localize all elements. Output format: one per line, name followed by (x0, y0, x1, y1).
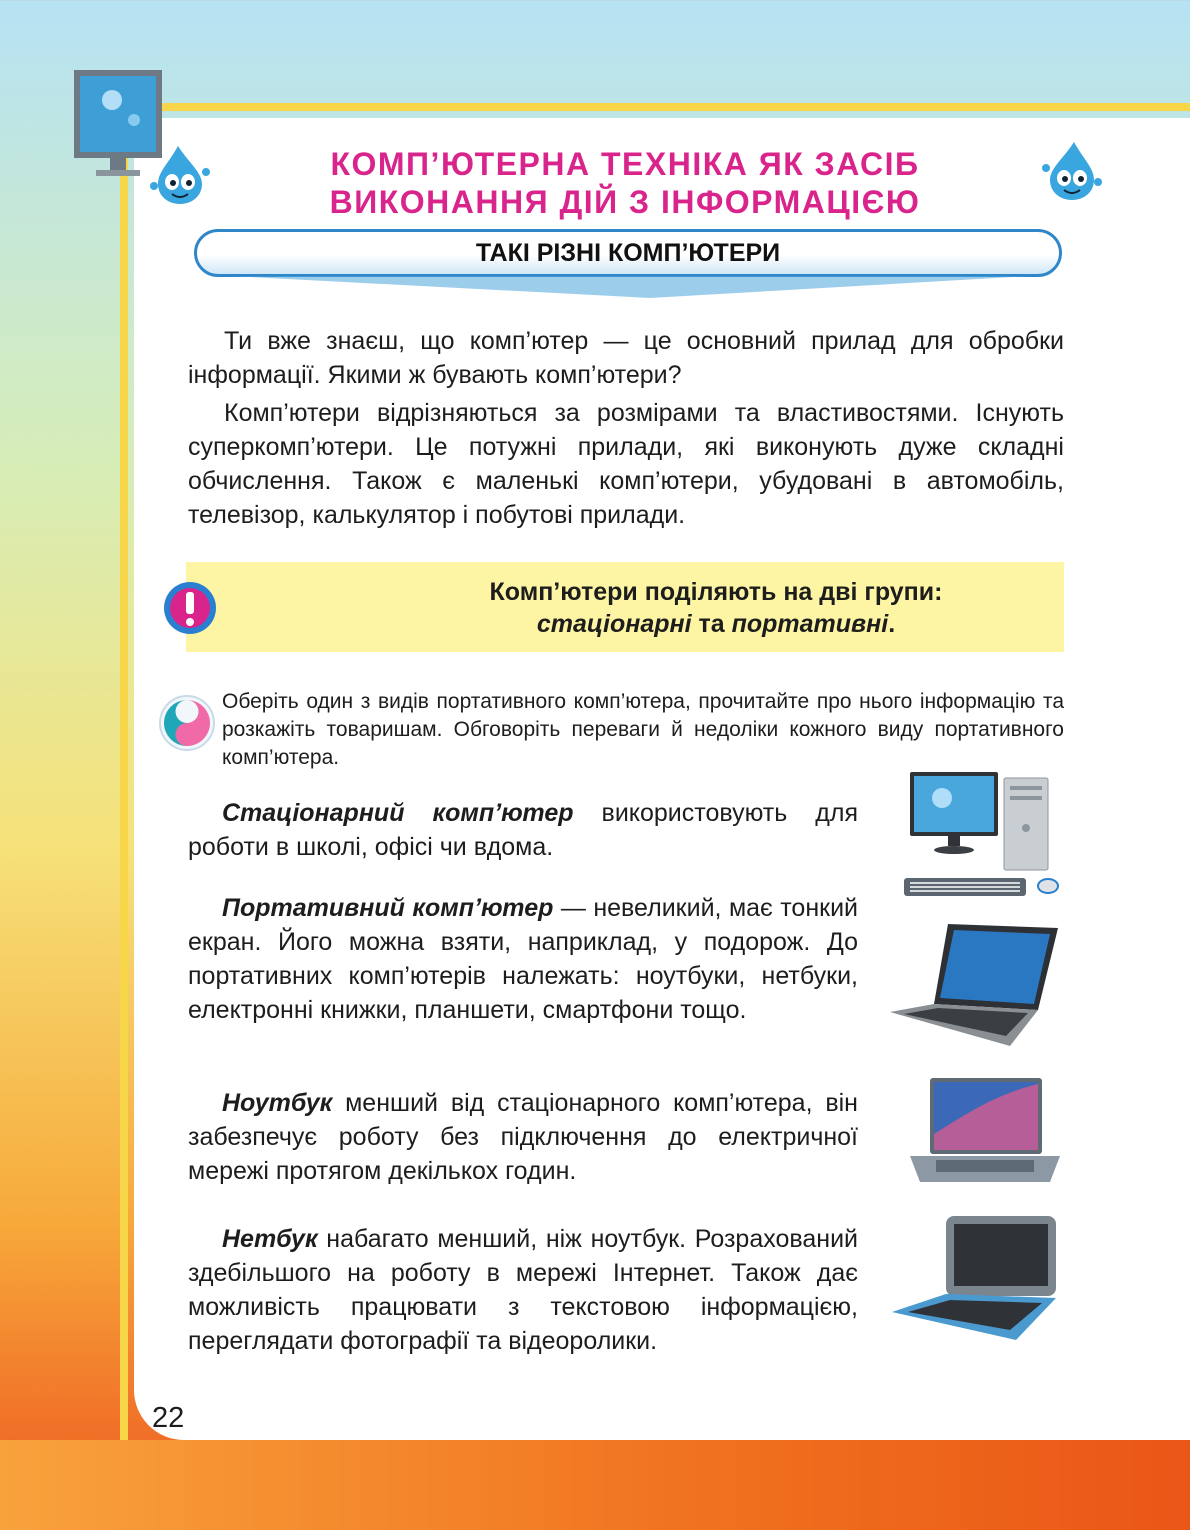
group-task-text: Оберіть один з видів портативного комп’ютера, прочитайте про нього інформацію та розкажіть товаришам. Обговоріть переваги й недоліки кожного виду портативного комп’ютера. (222, 690, 1064, 769)
page-footer-band (0, 1440, 1190, 1530)
page-title-line1: КОМП’ЮТЕРНА ТЕХНІКА ЯК ЗАСІБ (330, 146, 920, 182)
discussion-icon (158, 694, 216, 752)
page-number: 22 (152, 1402, 185, 1434)
netbook-text (188, 1222, 858, 1358)
key-fact-line2 (186, 610, 1190, 639)
netbook-desc: набагато менший, ніж ноутбук. Розрахований здебільшого на роботу в мережі Інтернет. Також дає можливість працювати з текстовою інформацією, переглядати фотографії та відеоролики. (188, 1225, 858, 1355)
intro-paragraph-1: Ти вже знаєш, що комп’ютер — це основний прилад для обробки інформації. Якими ж бувають комп’ютери? (188, 327, 1064, 389)
laptop-text (188, 1086, 858, 1188)
page-title-line2: ВИКОНАННЯ ДІЙ З ІНФОРМАЦІЄЮ (329, 184, 921, 220)
stationary-computer-text (188, 796, 858, 864)
key-fact-term-portable: портативні (731, 610, 889, 638)
page-title (0, 145, 1190, 221)
key-fact-joiner: та (691, 610, 732, 638)
ultrabook-image (906, 1074, 1064, 1190)
desktop-computer-image (902, 768, 1068, 906)
key-fact-line1: Комп’ютери поділяють на дві групи: (489, 578, 943, 606)
portable-computer-desc: — невеликий, має тонкий екран. Його можна взяти, наприклад, у подорож. До портативних комп’ютерів належать: ноутбуки, нетбуки, електронні книжки, планшети, смартфони тощо. (188, 894, 859, 1024)
laptop-term: Ноутбук (222, 1089, 333, 1117)
stationary-computer-term: Стаціонарний комп’ютер (222, 799, 574, 827)
stationary-computer-desc: використовують для роботи в школі, офісі чи вдома. (188, 799, 858, 861)
laptop-image (888, 918, 1060, 1052)
intro-paragraph-2: Комп’ютери відрізняються за розмірами та властивостями. Існують суперкомп’ютери. Це потужні прилади, які виконують дуже складні обчислення. Також є маленькі комп’ютери, убудовані в автомобіль, телевізор, калькулятор і побутові прилади. (188, 399, 1064, 529)
left-accent-line (120, 103, 128, 1440)
subtitle-underline-decoration (210, 272, 1050, 302)
key-fact-term-stationary: стаціонарні (536, 610, 692, 638)
portable-computer-term: Портативний комп’ютер (222, 894, 554, 922)
section-subtitle: ТАКІ РІЗНІ КОМП’ЮТЕРИ (475, 239, 781, 267)
netbook-term: Нетбук (222, 1225, 318, 1253)
key-fact-end: . (888, 610, 896, 638)
portable-computer-text (188, 891, 858, 1027)
top-accent-line (120, 103, 1190, 111)
netbook-image (888, 1212, 1062, 1346)
laptop-desc: менший від стаціонарного комп’ютера, він забезпечує роботу без підключення до електричної мережі протягом декількох годин. (188, 1089, 858, 1185)
